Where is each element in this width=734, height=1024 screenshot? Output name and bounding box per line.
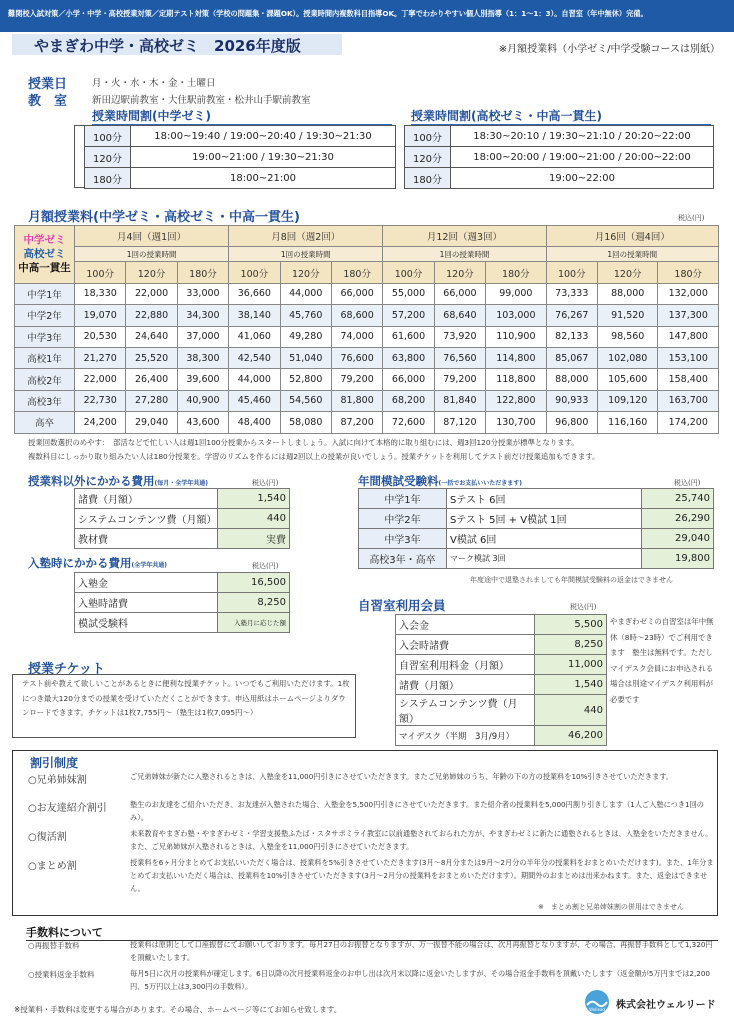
fee-cell: 99,000 — [486, 283, 546, 304]
table-row: 100分 18:30~20:10 / 19:30~21:10 / 20:20~22:00 — [405, 126, 714, 147]
table-row: 中学2年 Sテスト 5回 + V模試 1回 26,290 — [359, 509, 714, 529]
minutes-header: 120分 — [280, 262, 331, 283]
fee-cell: 76,600 — [331, 347, 382, 368]
fee-note-2: 複数科目にしっかり取り組みたい人は180分授業を。学習のリズムを作るには週2回以上の授業が良いでしょう。授業チケットを利用してテスト前だけ授業追加もできます。 — [28, 452, 600, 461]
fee-cell: 109,120 — [597, 390, 657, 411]
fee-cell: 147,800 — [658, 326, 719, 347]
table-row: マイデスク（半期 3月/9月） 46,200 — [396, 726, 607, 746]
table-row — [15, 305, 719, 326]
fee-cell: 33,000 — [177, 283, 228, 304]
discount-text: 塾生のお友達をご紹介いただき、お友達が入塾された場合、入塾金を5,500円引きにさせていただきます。また紹介者の授業料を5,000円割り引きします（1人ご入塾につき1回のみ）。 — [130, 800, 704, 822]
grade-label: 中学2年 — [15, 305, 75, 326]
table-row: 自習室利用料金（月額） 11,000 — [396, 655, 607, 675]
fee-cell: 61,600 — [383, 326, 434, 347]
discount-text: ご兄弟姉妹が新たに入塾されるときは、入塾金を11,000円引きにさせていただきます。またご兄弟姉妹のうち、年齢の下の方の授業料を10%引きさせていただきます。 — [130, 772, 674, 781]
discount-text: 授業料を6ヶ月分まとめてお支払いいただく場合は、授業料を5%引きさせていただきます(3月〜8月分または9月〜2月分の半年分の授業料をおまとめいただけます)。また、1年分まとめてお支払いいただく場合は、授業料を10%引きさせていただきます(3月〜2月分の授業料をおまとめいただけます）。期間外のおまとめは出来かねます。また、返金はできません。 — [130, 858, 714, 893]
company-name: 株式会社ウェルリード — [616, 1000, 716, 1011]
fee-cell: 57,200 — [383, 305, 434, 326]
fee-cell: 27,280 — [126, 390, 177, 411]
fee-corner: 中学ゼミ 高校ゼミ 中高一貫生 — [15, 226, 75, 284]
ticket-title: 授業チケット — [28, 662, 105, 677]
page-title: やまぎわ中学・高校ゼミ 2026年度版 — [12, 34, 342, 55]
fee-cell: 29,040 — [126, 412, 177, 433]
other-fee-title: 授業料以外にかかる費用(毎月・全学年共通) — [28, 474, 208, 488]
fee-cell: 22,000 — [75, 369, 126, 390]
fee-cell: 22,730 — [75, 390, 126, 411]
fee-cell: 25,520 — [126, 347, 177, 368]
fee-cell: 116,160 — [597, 412, 657, 433]
fee-note-1: 授業回数選択のめやす： 部活などで忙しい人は週1回100分授業からスタートしましょう。入試に向けて本格的に取り組むには、週3回120分授業が標準となります。 — [28, 438, 579, 447]
fee-cell: 103,000 — [486, 305, 546, 326]
other-fee-tax: 税込(円) — [252, 479, 279, 487]
table-row: 180分 18:00~21:00 — [85, 168, 396, 189]
study-side-note: やまぎわゼミの自習室は年中無休（8時〜23時）でご利用できます 塾生は無料です。ただしマイデスク会員にお申込される場合は別途マイデスク利用料が必要です — [610, 617, 714, 704]
table-row: 諸費（月額） 1,540 — [396, 675, 607, 695]
fee-cell: 122,800 — [486, 390, 546, 411]
mock-table — [358, 488, 714, 569]
fee-cell: 114,800 — [486, 347, 546, 368]
fee-cell: 153,100 — [658, 347, 719, 368]
fee-cell: 88,000 — [546, 369, 597, 390]
fee-cell: 26,400 — [126, 369, 177, 390]
fees-item-1-text: 授業料は原則として口座振替にてお願いしております。毎月27日のお振替となりますが、万一振替不能の場合は、次月再振替となりますが、その場合、再振替手数料として1,320円を頂戴いたします。 — [130, 940, 713, 962]
table-row: 入塾金 16,500 — [75, 573, 290, 593]
timetable-hs-title: 授業時間割(高校ゼミ・中高一貫生) — [411, 107, 711, 126]
table-row — [15, 347, 719, 368]
ticket-text: テスト前や教えて欲しいことがあるときに便利な授業チケット。いつでもご利用いただけます。1枚につき最大120分までの授業を受けていただくことができます。申込用紙はホームページよりダウンロードできます。チケットは1枚7,755円〜（塾生は1枚7,095円〜） — [22, 679, 350, 717]
study-tax: 税込(円) — [570, 603, 597, 611]
discount-text: 未来教育やまぎわ塾・やまぎわゼミ・学習支援塾ふたば・スタサポミライ教室に以前通塾されておられた方が、やまぎわゼミに新たに通塾されるときは、入塾金をいただきません。また、ご兄弟姉妹が入塾されるときは、入塾金を11,000円引きにさせていただきます。 — [130, 829, 713, 851]
table-row: 中学3年 V模試 6回 29,040 — [359, 529, 714, 549]
entry-fee-tax: 税込(円) — [252, 562, 279, 570]
fee-cell: 110,900 — [486, 326, 546, 347]
fee-cell: 85,067 — [546, 347, 597, 368]
study-title: 自習室利用会員 — [358, 598, 446, 613]
fee-cell: 68,600 — [331, 305, 382, 326]
other-fee-table — [74, 488, 290, 549]
table-row: 中学1年 Sテスト 6回 25,740 — [359, 489, 714, 509]
fees-title: 手数料について — [26, 924, 718, 941]
fee-cell: 24,640 — [126, 326, 177, 347]
fee-title: 月額授業料(中学ゼミ・高校ゼミ・中高一貫生) — [28, 210, 300, 225]
fee-cell: 21,270 — [75, 347, 126, 368]
fee-cell: 98,560 — [597, 326, 657, 347]
mock-tax: 税込(円) — [674, 479, 701, 487]
timetable-jr — [84, 125, 396, 189]
fee-cell: 79,200 — [331, 369, 382, 390]
fee-cell: 105,600 — [597, 369, 657, 390]
fee-cell: 66,000 — [434, 283, 485, 304]
fee-tax: 税込(円) — [678, 214, 705, 222]
fee-cell: 174,200 — [658, 412, 719, 433]
minutes-header: 180分 — [486, 262, 546, 283]
fee-cell: 20,530 — [75, 326, 126, 347]
fee-cell: 45,460 — [229, 390, 280, 411]
minutes-header: 180分 — [658, 262, 719, 283]
fee-cell: 44,000 — [280, 283, 331, 304]
table-row — [15, 412, 719, 433]
discount-label: ○復活割 — [28, 832, 67, 843]
minutes-header: 120分 — [126, 262, 177, 283]
table-row — [15, 390, 719, 411]
fee-cell: 36,660 — [229, 283, 280, 304]
minutes-header: 180分 — [331, 262, 382, 283]
fee-cell: 18,330 — [75, 283, 126, 304]
table-row: 入会時諸費 8,250 — [396, 635, 607, 655]
minutes-header: 100分 — [229, 262, 280, 283]
fee-cell: 91,520 — [597, 305, 657, 326]
fee-cell: 63,800 — [383, 347, 434, 368]
table-row — [15, 283, 719, 304]
grade-label: 高校2年 — [15, 369, 75, 390]
fee-cell: 163,700 — [658, 390, 719, 411]
mock-title: 年間模試受験料(一括でお支払いいただきます) — [358, 474, 522, 488]
minutes-header: 180分 — [177, 262, 228, 283]
fees-item-2-text: 毎月5日に次月の授業料が確定します。6日以降の次月授業料返金のお申し出は次月末以降に返金いたしますが、その場合返金手数料を頂戴いたします（返金額が5万円までは2,200円、5万円以上は3,300円の手数料）。 — [130, 969, 710, 991]
table-row — [15, 369, 719, 390]
discount-label: ○まとめ割 — [28, 861, 77, 872]
table-row: 入会金 5,500 — [396, 615, 607, 635]
fee-cell: 19,070 — [75, 305, 126, 326]
days-value: 月・火・水・木・金・土曜日 — [92, 78, 216, 89]
fee-cell: 55,000 — [383, 283, 434, 304]
fee-cell: 24,200 — [75, 412, 126, 433]
table-row: システムコンテンツ費（月額） 440 — [75, 509, 290, 529]
fees-item-2-label: ○授業料返金手数料 — [28, 970, 95, 979]
fee-cell: 45,760 — [280, 305, 331, 326]
minutes-header: 100分 — [383, 262, 434, 283]
fee-cell: 37,000 — [177, 326, 228, 347]
fee-cell: 130,700 — [486, 412, 546, 433]
table-row: システムコンテンツ費（月額） 440 — [396, 695, 607, 726]
fee-cell: 87,120 — [434, 412, 485, 433]
entry-fee-title: 入塾時にかかる費用(全学年共通) — [28, 556, 167, 570]
grade-label: 中学1年 — [15, 283, 75, 304]
company-logo: Wellead — [585, 990, 609, 1014]
fee-cell: 82,133 — [546, 326, 597, 347]
fee-cell: 79,200 — [434, 369, 485, 390]
fee-cell: 58,080 — [280, 412, 331, 433]
fee-cell: 68,200 — [383, 390, 434, 411]
fee-table: 中学ゼミ 高校ゼミ 中高一貫生 月4回（週1回） 月8回（週2回） 月12回（週3回） 月16回（週4回） 1回の授業時間 1回の授業時間 1回の授業時間 1回の授業時間 100分 120分 180分 100分 120分 180分 100分 120分 180分 100分 120分 180分 中学1年 18,330 22,000 33,000 36,660 44,000 66,000 55,000 66,000 99,000 73,333 88,000 132,000 中学2年 19,070 22,880 34,300 38,140 45,760 68,600 57,200 68,640 103,000 76,267 91,520 137,300 中学3年 20,530 24,640 37,000 41,060 49,280 74,000 61,600 73,920 110,900 82,133 98,560 147,800 高校1年 21,270 25,520 38,300 42,540 51,040 76,600 63,800 76,560 114,800 85,067 102,080 153,100 高校2年 22,000 26,400 39,600 44,000 52,800 79,200 66,000 79,200 118,800 88,000 105,600 158,400 高校3年 22,730 27,280 40,900 45,460 54,560 81,800 68,200 81,840 122,800 90,933 109,120 163,700 高卒 24,200 29,040 43,600 48,400 58,080 87,200 72,600 87,120 130,700 96,800 116,160 174,200 — [14, 225, 719, 434]
discount-label: ○お友達紹介割引 — [28, 803, 107, 814]
fee-cell: 38,300 — [177, 347, 228, 368]
fee-cell: 49,280 — [280, 326, 331, 347]
table-row: 180分 19:00~22:00 — [405, 168, 714, 189]
fee-cell: 96,800 — [546, 412, 597, 433]
fee-cell: 22,880 — [126, 305, 177, 326]
fee-cell: 54,560 — [280, 390, 331, 411]
classroom-label: 教 室 — [28, 94, 68, 109]
fee-cell: 66,000 — [383, 369, 434, 390]
fees-item-1-label: ○再振替手数料 — [28, 941, 80, 950]
grade-label: 高卒 — [15, 412, 75, 433]
footer-note: ※授業料・手数料は変更する場合があります。その場合、ホームページ等にてお知らせ致します。 — [14, 1005, 342, 1014]
fee-cell: 88,000 — [597, 283, 657, 304]
fee-cell: 34,300 — [177, 305, 228, 326]
fee-cell: 81,800 — [331, 390, 382, 411]
grade-label: 中学3年 — [15, 326, 75, 347]
fee-cell: 73,333 — [546, 283, 597, 304]
fee-cell: 90,933 — [546, 390, 597, 411]
minutes-header: 120分 — [597, 262, 657, 283]
fee-cell: 51,040 — [280, 347, 331, 368]
table-row: 100分 18:00~19:40 / 19:00~20:40 / 19:30~21:30 — [85, 126, 396, 147]
table-row: 教材費 実費 — [75, 529, 290, 549]
timetable-jr-title: 授業時間割(中学ゼミ) — [92, 107, 392, 126]
discount-note: ※ まとめ割と兄弟姉妹割の併用はできません — [538, 903, 684, 911]
fee-cell: 132,000 — [658, 283, 719, 304]
fee-cell: 43,600 — [177, 412, 228, 433]
fee-cell: 81,840 — [434, 390, 485, 411]
table-row: 模試受験料 入塾月に応じた額 — [75, 613, 290, 633]
table-row — [15, 326, 719, 347]
top-banner: 難関校入試対策／小学・中学・高校授業対策／定期テスト対策（学校の問題集・課題OK）。授業時間内複数科目指導OK。丁寧でわかりやすい個人別指導（1：1〜1：3）。自習室（年中無休）完備。 — [0, 0, 734, 32]
table-row: 高校3年・高卒 マーク模試 3回 19,800 — [359, 549, 714, 569]
study-table — [395, 614, 607, 746]
fee-cell: 68,640 — [434, 305, 485, 326]
fee-cell: 102,080 — [597, 347, 657, 368]
fee-cell: 158,400 — [658, 369, 719, 390]
title-note: ※月額授業料（小学ゼミ/中学受験コースは別紙） — [498, 44, 720, 55]
mock-note: 年度途中で退塾されましても年間模試受験料の返金はできません — [470, 576, 673, 584]
classroom-value: 新田辺駅前教室・大住駅前教室・松井山手駅前教室 — [92, 95, 311, 106]
grade-label: 高校1年 — [15, 347, 75, 368]
days-label: 授業日 — [28, 77, 68, 92]
table-row: 120分 19:00~21:00 / 19:30~21:30 — [85, 147, 396, 168]
fee-cell: 76,267 — [546, 305, 597, 326]
fee-cell: 48,400 — [229, 412, 280, 433]
table-row: 120分 18:00~20:00 / 19:00~21:00 / 20:00~22:00 — [405, 147, 714, 168]
minutes-header: 100分 — [546, 262, 597, 283]
fee-cell: 137,300 — [658, 305, 719, 326]
fee-cell: 66,000 — [331, 283, 382, 304]
grade-label: 高校3年 — [15, 390, 75, 411]
fee-cell: 40,900 — [177, 390, 228, 411]
fee-cell: 76,560 — [434, 347, 485, 368]
timetable-hs — [404, 125, 714, 189]
fee-cell: 22,000 — [126, 283, 177, 304]
fee-cell: 87,200 — [331, 412, 382, 433]
fee-cell: 72,600 — [383, 412, 434, 433]
fee-cell: 44,000 — [229, 369, 280, 390]
entry-fee-table — [74, 572, 290, 633]
fee-cell: 118,800 — [486, 369, 546, 390]
minutes-header: 100分 — [75, 262, 126, 283]
fee-cell: 39,600 — [177, 369, 228, 390]
fee-cell: 41,060 — [229, 326, 280, 347]
fee-cell: 74,000 — [331, 326, 382, 347]
table-row: 諸費（月額） 1,540 — [75, 489, 290, 509]
discount-label: ○兄弟姉妹割 — [28, 775, 87, 786]
table-row: 入塾時諸費 8,250 — [75, 593, 290, 613]
minutes-header: 120分 — [434, 262, 485, 283]
discount-title: 割引制度 — [30, 756, 79, 770]
fee-cell: 52,800 — [280, 369, 331, 390]
fee-cell: 38,140 — [229, 305, 280, 326]
fee-cell: 42,540 — [229, 347, 280, 368]
fee-cell: 73,920 — [434, 326, 485, 347]
